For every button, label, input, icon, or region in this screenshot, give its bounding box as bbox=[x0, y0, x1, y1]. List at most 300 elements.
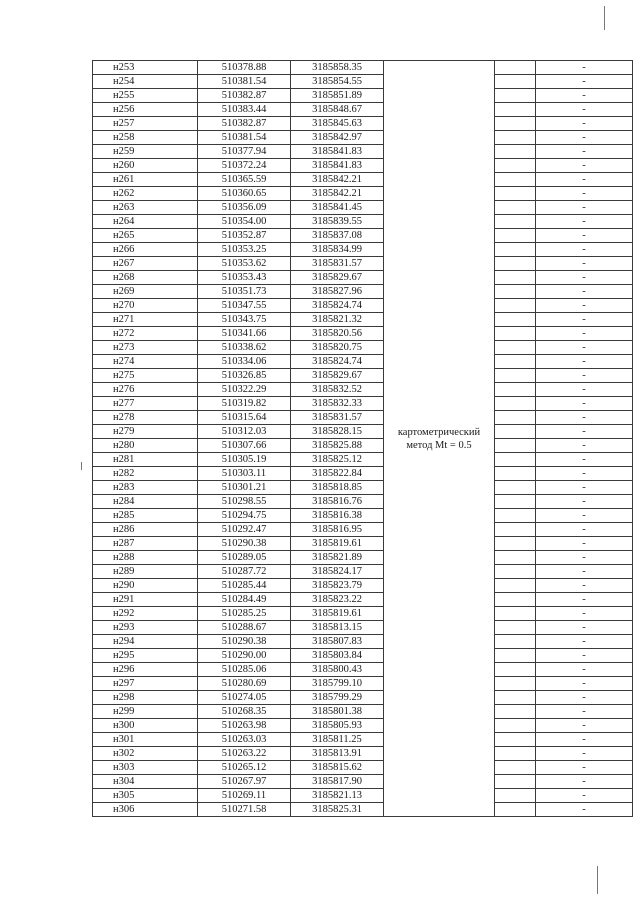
y-coordinate-cell: 3185837.08 bbox=[291, 229, 384, 243]
x-coordinate-cell: 510382.87 bbox=[198, 89, 291, 103]
point-name-cell: н287 bbox=[93, 537, 198, 551]
error-cell: - bbox=[536, 789, 633, 803]
error-cell: - bbox=[536, 397, 633, 411]
error-cell: - bbox=[536, 453, 633, 467]
point-name-cell: н296 bbox=[93, 663, 198, 677]
empty-cell bbox=[495, 341, 536, 355]
point-name-cell: н277 bbox=[93, 397, 198, 411]
point-name-cell: н301 bbox=[93, 733, 198, 747]
x-coordinate-cell: 510377.94 bbox=[198, 145, 291, 159]
error-cell: - bbox=[536, 635, 633, 649]
empty-cell bbox=[495, 677, 536, 691]
y-coordinate-cell: 3185819.61 bbox=[291, 607, 384, 621]
y-coordinate-cell: 3185839.55 bbox=[291, 215, 384, 229]
error-cell: - bbox=[536, 187, 633, 201]
point-name-cell: н305 bbox=[93, 789, 198, 803]
scan-mark-left bbox=[81, 462, 82, 470]
x-coordinate-cell: 510269.11 bbox=[198, 789, 291, 803]
point-name-cell: н265 bbox=[93, 229, 198, 243]
error-cell: - bbox=[536, 509, 633, 523]
y-coordinate-cell: 3185829.67 bbox=[291, 271, 384, 285]
y-coordinate-cell: 3185851.89 bbox=[291, 89, 384, 103]
point-name-cell: н268 bbox=[93, 271, 198, 285]
point-name-cell: н282 bbox=[93, 467, 198, 481]
x-coordinate-cell: 510298.55 bbox=[198, 495, 291, 509]
empty-cell bbox=[495, 383, 536, 397]
table-row bbox=[93, 131, 633, 145]
empty-cell bbox=[495, 117, 536, 131]
y-coordinate-cell: 3185813.15 bbox=[291, 621, 384, 635]
error-cell: - bbox=[536, 75, 633, 89]
table-row bbox=[93, 733, 633, 747]
error-cell: - bbox=[536, 411, 633, 425]
point-name-cell: н304 bbox=[93, 775, 198, 789]
point-name-cell: н284 bbox=[93, 495, 198, 509]
x-coordinate-cell: 510347.55 bbox=[198, 299, 291, 313]
coordinates-table-body bbox=[93, 61, 633, 817]
point-name-cell: н261 bbox=[93, 173, 198, 187]
x-coordinate-cell: 510265.12 bbox=[198, 761, 291, 775]
x-coordinate-cell: 510334.06 bbox=[198, 355, 291, 369]
empty-cell bbox=[495, 201, 536, 215]
point-name-cell: н286 bbox=[93, 523, 198, 537]
error-cell: - bbox=[536, 579, 633, 593]
y-coordinate-cell: 3185816.38 bbox=[291, 509, 384, 523]
x-coordinate-cell: 510383.44 bbox=[198, 103, 291, 117]
empty-cell bbox=[495, 635, 536, 649]
y-coordinate-cell: 3185816.95 bbox=[291, 523, 384, 537]
y-coordinate-cell: 3185832.52 bbox=[291, 383, 384, 397]
y-coordinate-cell: 3185831.57 bbox=[291, 257, 384, 271]
x-coordinate-cell: 510294.75 bbox=[198, 509, 291, 523]
error-cell: - bbox=[536, 551, 633, 565]
table-row bbox=[93, 117, 633, 131]
y-coordinate-cell: 3185841.83 bbox=[291, 159, 384, 173]
point-name-cell: н281 bbox=[93, 453, 198, 467]
empty-cell bbox=[495, 649, 536, 663]
point-name-cell: н293 bbox=[93, 621, 198, 635]
table-row bbox=[93, 579, 633, 593]
coordinates-table bbox=[92, 60, 633, 817]
table-row bbox=[93, 257, 633, 271]
y-coordinate-cell: 3185820.56 bbox=[291, 327, 384, 341]
error-cell: - bbox=[536, 733, 633, 747]
table-row bbox=[93, 453, 633, 467]
error-cell: - bbox=[536, 607, 633, 621]
method-cell: картометрический метод Mt = 0.5 bbox=[384, 61, 495, 817]
y-coordinate-cell: 3185828.15 bbox=[291, 425, 384, 439]
y-coordinate-cell: 3185821.89 bbox=[291, 551, 384, 565]
error-cell: - bbox=[536, 341, 633, 355]
point-name-cell: н291 bbox=[93, 593, 198, 607]
y-coordinate-cell: 3185821.32 bbox=[291, 313, 384, 327]
y-coordinate-cell: 3185822.84 bbox=[291, 467, 384, 481]
table-row bbox=[93, 285, 633, 299]
point-name-cell: н255 bbox=[93, 89, 198, 103]
y-coordinate-cell: 3185824.74 bbox=[291, 355, 384, 369]
table-row bbox=[93, 327, 633, 341]
y-coordinate-cell: 3185824.74 bbox=[291, 299, 384, 313]
empty-cell bbox=[495, 621, 536, 635]
y-coordinate-cell: 3185799.29 bbox=[291, 691, 384, 705]
error-cell: - bbox=[536, 369, 633, 383]
y-coordinate-cell: 3185845.63 bbox=[291, 117, 384, 131]
table-row bbox=[93, 677, 633, 691]
x-coordinate-cell: 510378.88 bbox=[198, 61, 291, 75]
empty-cell bbox=[495, 481, 536, 495]
x-coordinate-cell: 510353.62 bbox=[198, 257, 291, 271]
empty-cell bbox=[495, 761, 536, 775]
point-name-cell: н288 bbox=[93, 551, 198, 565]
empty-cell bbox=[495, 145, 536, 159]
error-cell: - bbox=[536, 803, 633, 817]
x-coordinate-cell: 510274.05 bbox=[198, 691, 291, 705]
empty-cell bbox=[495, 229, 536, 243]
table-row bbox=[93, 621, 633, 635]
x-coordinate-cell: 510263.03 bbox=[198, 733, 291, 747]
y-coordinate-cell: 3185841.45 bbox=[291, 201, 384, 215]
point-name-cell: н260 bbox=[93, 159, 198, 173]
empty-cell bbox=[495, 411, 536, 425]
y-coordinate-cell: 3185801.38 bbox=[291, 705, 384, 719]
x-coordinate-cell: 510315.64 bbox=[198, 411, 291, 425]
empty-cell bbox=[495, 733, 536, 747]
table-row bbox=[93, 159, 633, 173]
table-row bbox=[93, 803, 633, 817]
empty-cell bbox=[495, 705, 536, 719]
empty-cell bbox=[495, 173, 536, 187]
x-coordinate-cell: 510288.67 bbox=[198, 621, 291, 635]
x-coordinate-cell: 510290.38 bbox=[198, 537, 291, 551]
empty-cell bbox=[495, 355, 536, 369]
x-coordinate-cell: 510351.73 bbox=[198, 285, 291, 299]
error-cell: - bbox=[536, 495, 633, 509]
y-coordinate-cell: 3185821.13 bbox=[291, 789, 384, 803]
empty-cell bbox=[495, 523, 536, 537]
x-coordinate-cell: 510301.21 bbox=[198, 481, 291, 495]
x-coordinate-cell: 510290.00 bbox=[198, 649, 291, 663]
table-row bbox=[93, 229, 633, 243]
point-name-cell: н290 bbox=[93, 579, 198, 593]
y-coordinate-cell: 3185825.88 bbox=[291, 439, 384, 453]
point-name-cell: н276 bbox=[93, 383, 198, 397]
point-name-cell: н257 bbox=[93, 117, 198, 131]
point-name-cell: н302 bbox=[93, 747, 198, 761]
error-cell: - bbox=[536, 159, 633, 173]
empty-cell bbox=[495, 719, 536, 733]
point-name-cell: н274 bbox=[93, 355, 198, 369]
empty-cell bbox=[495, 61, 536, 75]
y-coordinate-cell: 3185858.35 bbox=[291, 61, 384, 75]
error-cell: - bbox=[536, 117, 633, 131]
table-row bbox=[93, 271, 633, 285]
x-coordinate-cell: 510268.35 bbox=[198, 705, 291, 719]
y-coordinate-cell: 3185827.96 bbox=[291, 285, 384, 299]
error-cell: - bbox=[536, 173, 633, 187]
table-row bbox=[93, 761, 633, 775]
error-cell: - bbox=[536, 201, 633, 215]
y-coordinate-cell: 3185805.93 bbox=[291, 719, 384, 733]
y-coordinate-cell: 3185842.21 bbox=[291, 187, 384, 201]
y-coordinate-cell: 3185842.97 bbox=[291, 131, 384, 145]
empty-cell bbox=[495, 691, 536, 705]
point-name-cell: н280 bbox=[93, 439, 198, 453]
y-coordinate-cell: 3185799.10 bbox=[291, 677, 384, 691]
error-cell: - bbox=[536, 145, 633, 159]
point-name-cell: н267 bbox=[93, 257, 198, 271]
point-name-cell: н297 bbox=[93, 677, 198, 691]
table-row bbox=[93, 201, 633, 215]
error-cell: - bbox=[536, 257, 633, 271]
empty-cell bbox=[495, 369, 536, 383]
scan-mark-top-right bbox=[604, 6, 605, 30]
point-name-cell: н253 bbox=[93, 61, 198, 75]
error-cell: - bbox=[536, 621, 633, 635]
point-name-cell: н272 bbox=[93, 327, 198, 341]
empty-cell bbox=[495, 271, 536, 285]
point-name-cell: н271 bbox=[93, 313, 198, 327]
table-row bbox=[93, 789, 633, 803]
y-coordinate-cell: 3185803.84 bbox=[291, 649, 384, 663]
y-coordinate-cell: 3185834.99 bbox=[291, 243, 384, 257]
empty-cell bbox=[495, 551, 536, 565]
empty-cell bbox=[495, 565, 536, 579]
empty-cell bbox=[495, 285, 536, 299]
y-coordinate-cell: 3185816.76 bbox=[291, 495, 384, 509]
x-coordinate-cell: 510292.47 bbox=[198, 523, 291, 537]
x-coordinate-cell: 510341.66 bbox=[198, 327, 291, 341]
empty-cell bbox=[495, 131, 536, 145]
point-name-cell: н258 bbox=[93, 131, 198, 145]
x-coordinate-cell: 510285.44 bbox=[198, 579, 291, 593]
point-name-cell: н270 bbox=[93, 299, 198, 313]
y-coordinate-cell: 3185825.12 bbox=[291, 453, 384, 467]
empty-cell bbox=[495, 89, 536, 103]
point-name-cell: н254 bbox=[93, 75, 198, 89]
empty-cell bbox=[495, 509, 536, 523]
x-coordinate-cell: 510372.24 bbox=[198, 159, 291, 173]
x-coordinate-cell: 510326.85 bbox=[198, 369, 291, 383]
y-coordinate-cell: 3185823.22 bbox=[291, 593, 384, 607]
x-coordinate-cell: 510343.75 bbox=[198, 313, 291, 327]
table-row bbox=[93, 397, 633, 411]
empty-cell bbox=[495, 593, 536, 607]
x-coordinate-cell: 510354.00 bbox=[198, 215, 291, 229]
empty-cell bbox=[495, 747, 536, 761]
y-coordinate-cell: 3185811.25 bbox=[291, 733, 384, 747]
point-name-cell: н279 bbox=[93, 425, 198, 439]
error-cell: - bbox=[536, 747, 633, 761]
error-cell: - bbox=[536, 663, 633, 677]
error-cell: - bbox=[536, 89, 633, 103]
x-coordinate-cell: 510290.38 bbox=[198, 635, 291, 649]
point-name-cell: н278 bbox=[93, 411, 198, 425]
point-name-cell: н298 bbox=[93, 691, 198, 705]
error-cell: - bbox=[536, 775, 633, 789]
x-coordinate-cell: 510312.03 bbox=[198, 425, 291, 439]
y-coordinate-cell: 3185848.67 bbox=[291, 103, 384, 117]
x-coordinate-cell: 510322.29 bbox=[198, 383, 291, 397]
empty-cell bbox=[495, 159, 536, 173]
x-coordinate-cell: 510356.09 bbox=[198, 201, 291, 215]
y-coordinate-cell: 3185841.83 bbox=[291, 145, 384, 159]
scan-mark-bottom-right bbox=[597, 866, 598, 894]
y-coordinate-cell: 3185854.55 bbox=[291, 75, 384, 89]
table-row bbox=[93, 649, 633, 663]
empty-cell bbox=[495, 789, 536, 803]
table-row bbox=[93, 439, 633, 453]
y-coordinate-cell: 3185829.67 bbox=[291, 369, 384, 383]
empty-cell bbox=[495, 439, 536, 453]
error-cell: - bbox=[536, 691, 633, 705]
y-coordinate-cell: 3185818.85 bbox=[291, 481, 384, 495]
x-coordinate-cell: 510307.66 bbox=[198, 439, 291, 453]
error-cell: - bbox=[536, 593, 633, 607]
table-row bbox=[93, 411, 633, 425]
y-coordinate-cell: 3185819.61 bbox=[291, 537, 384, 551]
y-coordinate-cell: 3185825.31 bbox=[291, 803, 384, 817]
table-row bbox=[93, 775, 633, 789]
point-name-cell: н294 bbox=[93, 635, 198, 649]
empty-cell bbox=[495, 257, 536, 271]
table-row bbox=[93, 509, 633, 523]
point-name-cell: н285 bbox=[93, 509, 198, 523]
empty-cell bbox=[495, 243, 536, 257]
point-name-cell: н292 bbox=[93, 607, 198, 621]
y-coordinate-cell: 3185832.33 bbox=[291, 397, 384, 411]
error-cell: - bbox=[536, 131, 633, 145]
x-coordinate-cell: 510267.97 bbox=[198, 775, 291, 789]
y-coordinate-cell: 3185823.79 bbox=[291, 579, 384, 593]
x-coordinate-cell: 510287.72 bbox=[198, 565, 291, 579]
error-cell: - bbox=[536, 243, 633, 257]
error-cell: - bbox=[536, 271, 633, 285]
table-row bbox=[93, 607, 633, 621]
error-cell: - bbox=[536, 719, 633, 733]
point-name-cell: н303 bbox=[93, 761, 198, 775]
y-coordinate-cell: 3185842.21 bbox=[291, 173, 384, 187]
point-name-cell: н259 bbox=[93, 145, 198, 159]
point-name-cell: н273 bbox=[93, 341, 198, 355]
y-coordinate-cell: 3185813.91 bbox=[291, 747, 384, 761]
error-cell: - bbox=[536, 761, 633, 775]
empty-cell bbox=[495, 299, 536, 313]
x-coordinate-cell: 510365.59 bbox=[198, 173, 291, 187]
empty-cell bbox=[495, 579, 536, 593]
point-name-cell: н262 bbox=[93, 187, 198, 201]
table-row bbox=[93, 719, 633, 733]
empty-cell bbox=[495, 187, 536, 201]
error-cell: - bbox=[536, 467, 633, 481]
x-coordinate-cell: 510284.49 bbox=[198, 593, 291, 607]
empty-cell bbox=[495, 425, 536, 439]
table-row bbox=[93, 467, 633, 481]
table-row bbox=[93, 705, 633, 719]
x-coordinate-cell: 510285.06 bbox=[198, 663, 291, 677]
error-cell: - bbox=[536, 313, 633, 327]
x-coordinate-cell: 510289.05 bbox=[198, 551, 291, 565]
table-row bbox=[93, 537, 633, 551]
empty-cell bbox=[495, 607, 536, 621]
table-row bbox=[93, 145, 633, 159]
empty-cell bbox=[495, 803, 536, 817]
x-coordinate-cell: 510381.54 bbox=[198, 131, 291, 145]
x-coordinate-cell: 510353.43 bbox=[198, 271, 291, 285]
table-row bbox=[93, 481, 633, 495]
table-row bbox=[93, 75, 633, 89]
point-name-cell: н299 bbox=[93, 705, 198, 719]
table-row bbox=[93, 551, 633, 565]
x-coordinate-cell: 510263.98 bbox=[198, 719, 291, 733]
empty-cell bbox=[495, 467, 536, 481]
point-name-cell: н264 bbox=[93, 215, 198, 229]
table-row bbox=[93, 663, 633, 677]
empty-cell bbox=[495, 453, 536, 467]
point-name-cell: н269 bbox=[93, 285, 198, 299]
x-coordinate-cell: 510303.11 bbox=[198, 467, 291, 481]
x-coordinate-cell: 510381.54 bbox=[198, 75, 291, 89]
empty-cell bbox=[495, 537, 536, 551]
y-coordinate-cell: 3185831.57 bbox=[291, 411, 384, 425]
x-coordinate-cell: 510382.87 bbox=[198, 117, 291, 131]
point-name-cell: н275 bbox=[93, 369, 198, 383]
x-coordinate-cell: 510285.25 bbox=[198, 607, 291, 621]
table-row bbox=[93, 691, 633, 705]
empty-cell bbox=[495, 663, 536, 677]
error-cell: - bbox=[536, 229, 633, 243]
point-name-cell: н295 bbox=[93, 649, 198, 663]
table-row bbox=[93, 313, 633, 327]
table-row bbox=[93, 103, 633, 117]
x-coordinate-cell: 510271.58 bbox=[198, 803, 291, 817]
table-row bbox=[93, 635, 633, 649]
table-row bbox=[93, 173, 633, 187]
empty-cell bbox=[495, 215, 536, 229]
table-row bbox=[93, 187, 633, 201]
empty-cell bbox=[495, 327, 536, 341]
y-coordinate-cell: 3185800.43 bbox=[291, 663, 384, 677]
y-coordinate-cell: 3185817.90 bbox=[291, 775, 384, 789]
error-cell: - bbox=[536, 677, 633, 691]
y-coordinate-cell: 3185820.75 bbox=[291, 341, 384, 355]
y-coordinate-cell: 3185807.83 bbox=[291, 635, 384, 649]
table-row bbox=[93, 299, 633, 313]
table-row bbox=[93, 495, 633, 509]
error-cell: - bbox=[536, 103, 633, 117]
table-row bbox=[93, 425, 633, 439]
error-cell: - bbox=[536, 439, 633, 453]
error-cell: - bbox=[536, 61, 633, 75]
error-cell: - bbox=[536, 327, 633, 341]
error-cell: - bbox=[536, 649, 633, 663]
error-cell: - bbox=[536, 299, 633, 313]
empty-cell bbox=[495, 75, 536, 89]
error-cell: - bbox=[536, 523, 633, 537]
error-cell: - bbox=[536, 215, 633, 229]
empty-cell bbox=[495, 397, 536, 411]
table-row bbox=[93, 593, 633, 607]
error-cell: - bbox=[536, 481, 633, 495]
table-row bbox=[93, 565, 633, 579]
x-coordinate-cell: 510280.69 bbox=[198, 677, 291, 691]
error-cell: - bbox=[536, 425, 633, 439]
point-name-cell: н289 bbox=[93, 565, 198, 579]
point-name-cell: н283 bbox=[93, 481, 198, 495]
y-coordinate-cell: 3185815.62 bbox=[291, 761, 384, 775]
x-coordinate-cell: 510263.22 bbox=[198, 747, 291, 761]
error-cell: - bbox=[536, 383, 633, 397]
table-row bbox=[93, 369, 633, 383]
